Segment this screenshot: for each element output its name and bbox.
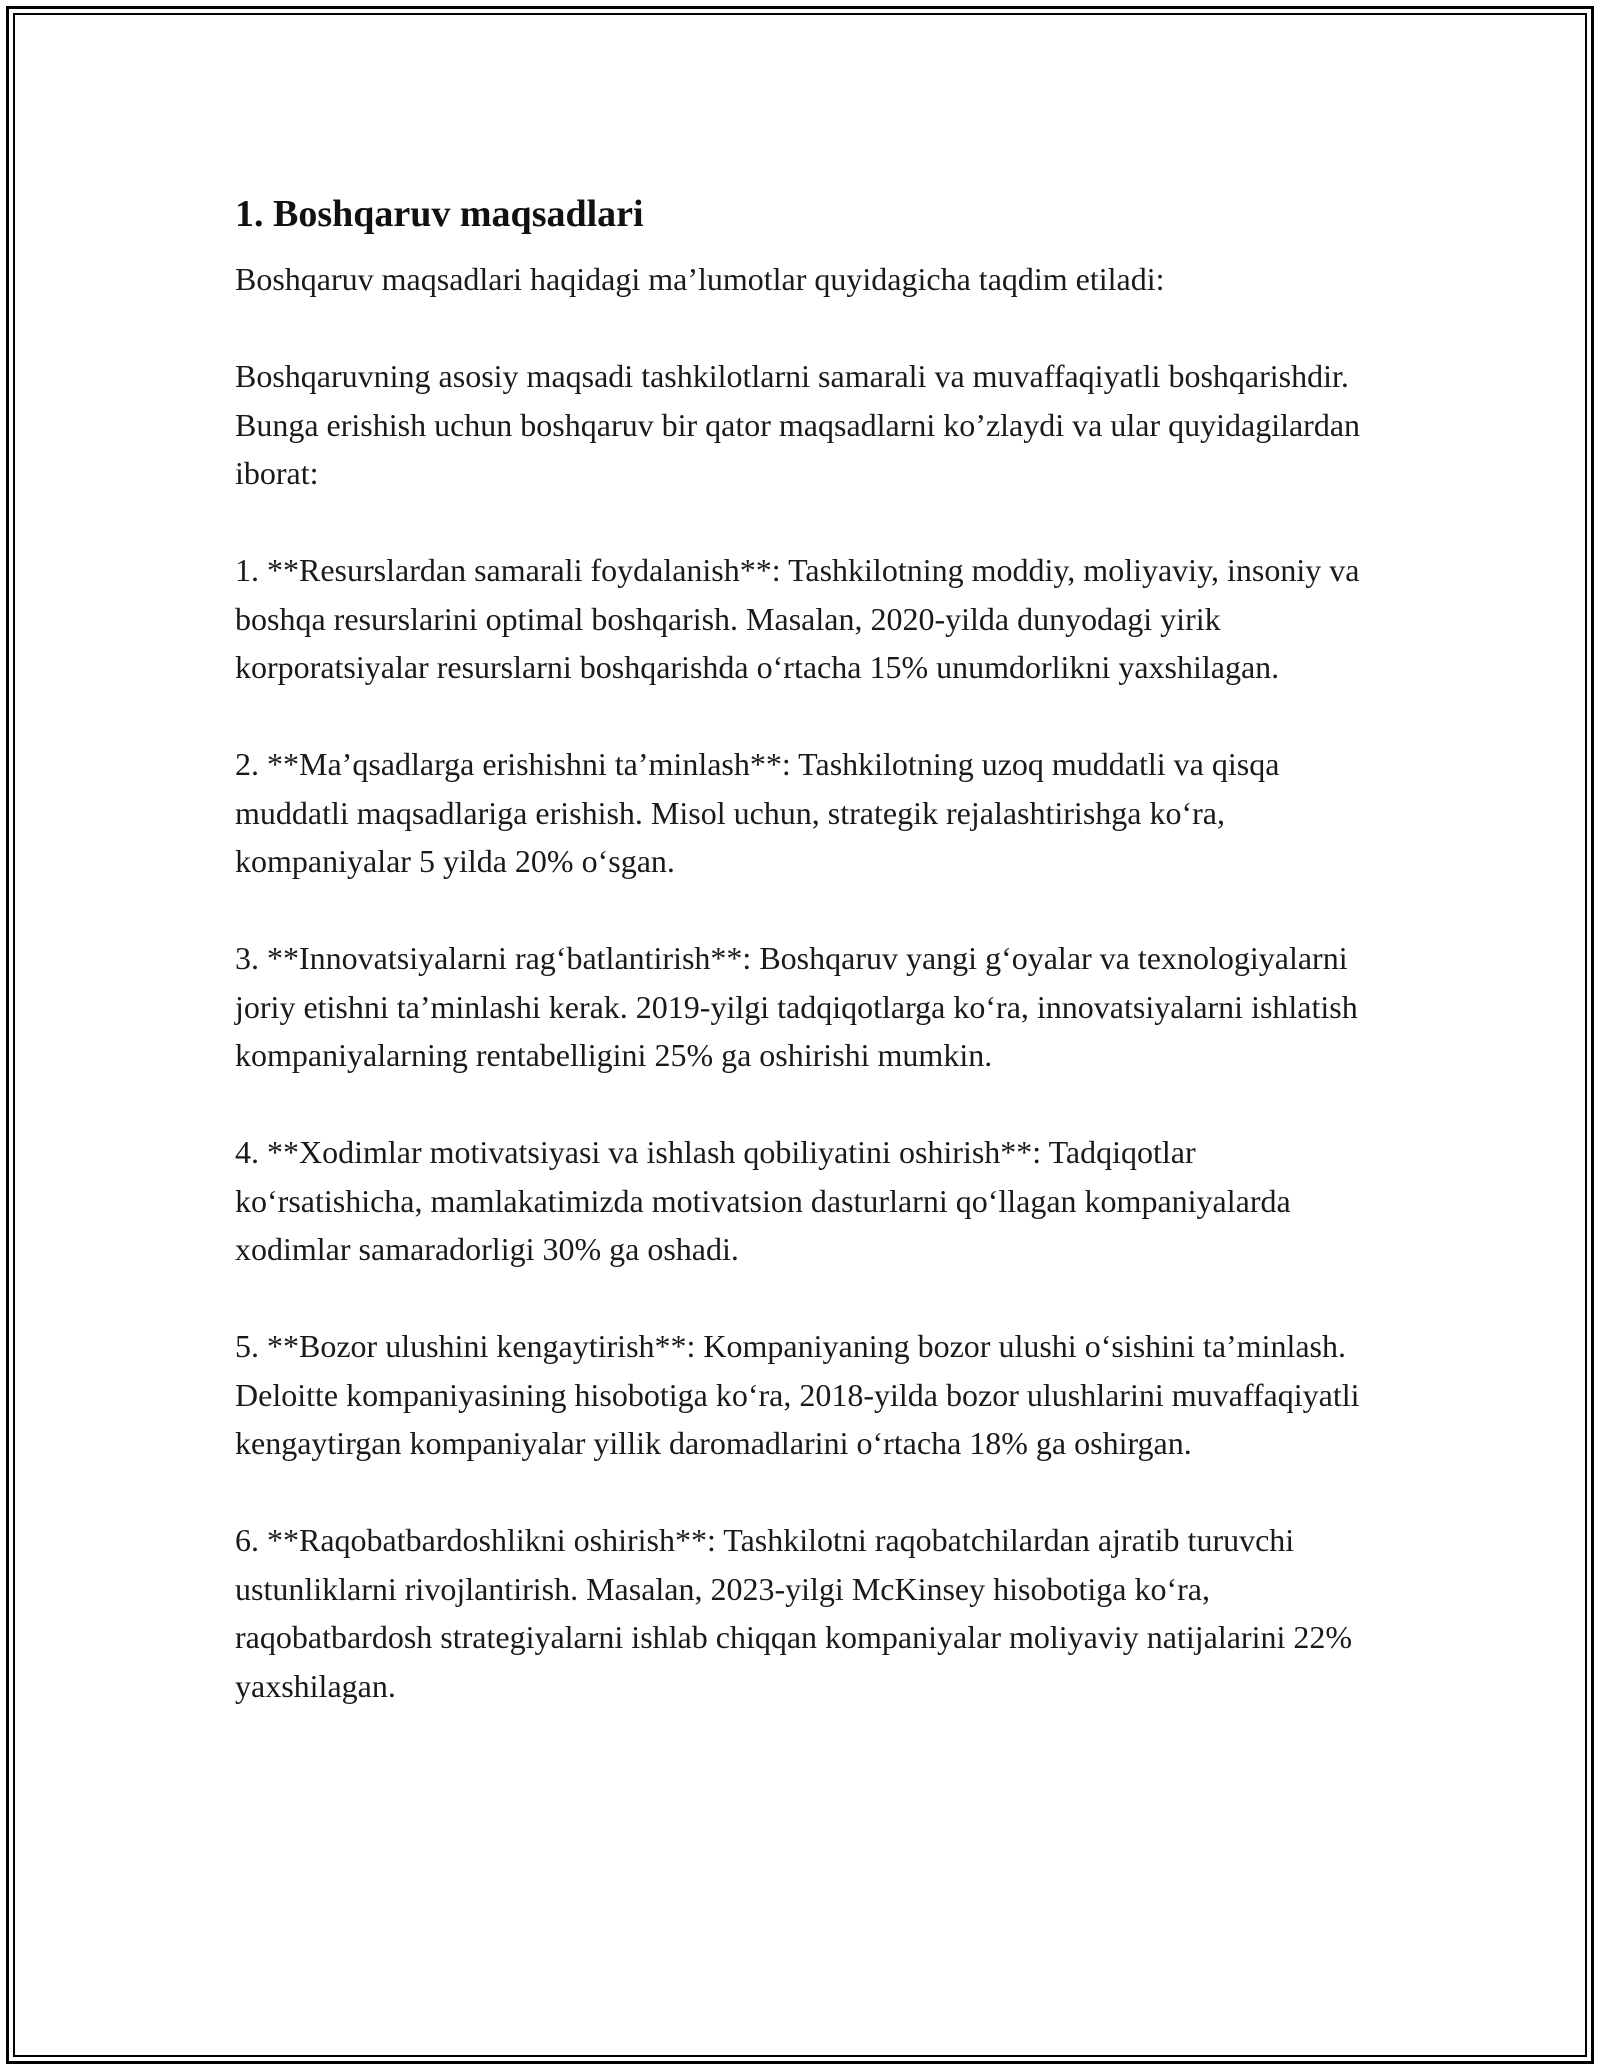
list-item-goals: 2. **Ma’qsadlarga erishishni ta’minlash**: Tashkilotning uzoq muddatli va qisqa muddatli maqsadlariga erishish. Misol uchun, strategik rejalashtirishga ko‘ra, kompaniyalar 5 yilda 20% o‘sgan. (235, 746, 1280, 879)
document-body (235, 187, 1385, 1759)
list-item-motivation: 4. **Xodimlar motivatsiyasi va ishlash qobiliyatini oshirish**: Tadqiqotlar ko‘rsatishicha, mamlakatimizda motivatsion dasturlarni qo‘llagan kompaniyalarda xodimlar samaradorligi 30% ga oshadi. (235, 1134, 1291, 1267)
overview-paragraph: Boshqaruvning asosiy maqsadi tashkilotlarni samarali va muvaffaqiyatli boshqarishdir. Bunga erishish uchun boshqaruv bir qator maqsadlarni ko’zlaydi va ular quyidagilardan iborat: (235, 358, 1361, 491)
intro-paragraph: Boshqaruv maqsadlari haqidagi ma’lumotlar quyidagicha taqdim etiladi: (235, 261, 1165, 297)
section-heading: 1. Boshqaruv maqsadlari (235, 193, 644, 235)
list-item-resources: 1. **Resurslardan samarali foydalanish**: Tashkilotning moddiy, moliyaviy, insoniy va boshqa resurslarini optimal boshqarish. Masalan, 2020-yilda dunyodagi yirik korporatsiyalar resurslarni boshqarishda o‘rtacha 15% unumdorlikni yaxshilagan. (235, 552, 1360, 685)
list-item-innovation: 3. **Innovatsiyalarni rag‘batlantirish**: Boshqaruv yangi g‘oyalar va texnologiyalarni joriy etishni ta’minlashi kerak. 2019-yilgi tadqiqotlarga ko‘ra, innovatsiyalarni ishlatish kompaniyalarning rentabelligini 25% ga oshirishi mumkin. (235, 940, 1358, 1073)
list-item-competitiveness: 6. **Raqobatbardoshlikni oshirish**: Tashkilotni raqobatchilardan ajratib turuvchi ustunliklarni rivojlantirish. Masalan, 2023-yilgi McKinsey hisobotiga ko‘ra, raqobatbardosh strategiyalarni ishlab chiqqan kompaniyalar moliyaviy natijalarini 22% yaxshilagan. (235, 1522, 1352, 1704)
list-item-market-share: 5. **Bozor ulushini kengaytirish**: Kompaniyaning bozor ulushi o‘sishini ta’minlash. Deloitte kompaniyasining hisobotiga ko‘ra, 2018-yilda bozor ulushlarini muvaffaqiyatli kengaytirgan kompaniyalar yillik daromadlarini o‘rtacha 18% ga oshirgan. (235, 1328, 1360, 1461)
